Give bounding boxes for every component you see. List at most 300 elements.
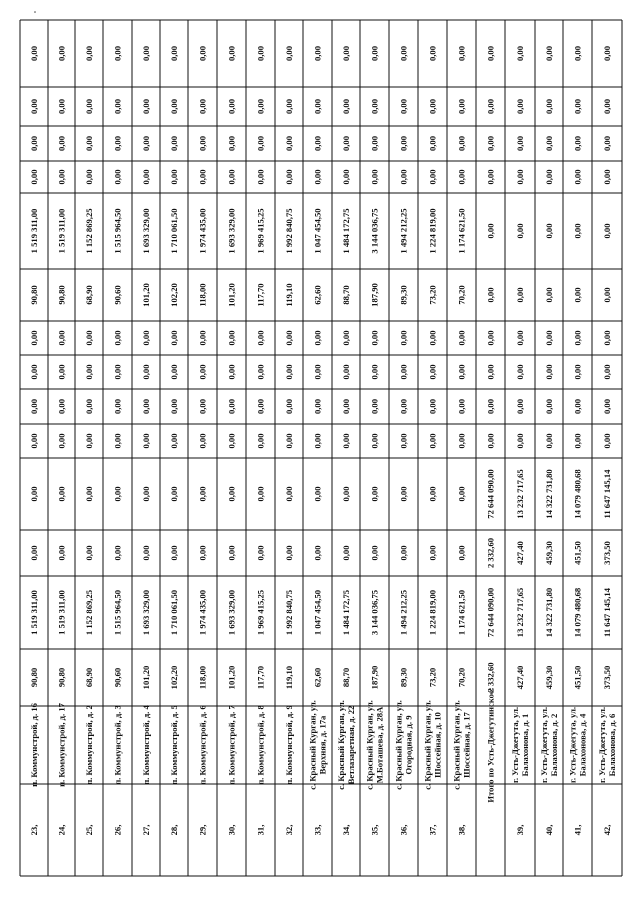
table-cell-value: 0,00 (572, 398, 583, 415)
table-cell-value: 0,00 (398, 486, 409, 502)
table-cell-value: 0,00 (456, 330, 467, 346)
table-cell-value: 0,00 (29, 169, 39, 185)
row-number: 38, (456, 824, 467, 836)
table-cell-value: 0,00 (29, 364, 39, 380)
table-cell-value: 0,00 (84, 433, 94, 449)
table-cell-value: 0,00 (169, 45, 179, 62)
table-cell-value: 101,20 (141, 283, 151, 307)
table-cell-value: 0,00 (29, 98, 39, 115)
table-cell-value: 13 232 717,65 (515, 587, 525, 638)
table-cell-value: 0,00 (255, 545, 266, 561)
table-cell-value: 0,00 (312, 433, 323, 449)
table-cell-value: 1 969 415,25 (255, 589, 266, 636)
table-cell-value: 0,00 (141, 330, 151, 346)
table-cell-value: 0,00 (169, 486, 179, 502)
table-cell-value: 0,00 (312, 486, 323, 502)
table-cell-value: 0,00 (544, 223, 554, 239)
table-cell-value: 90,60 (112, 667, 123, 688)
table-cell-value: 0,00 (197, 169, 208, 185)
table-cell-value: 14 322 731,80 (544, 587, 554, 638)
table-cell-value: 0,00 (56, 364, 67, 380)
table-cell-value: 0,00 (312, 169, 323, 185)
table-cell-value: 427,40 (515, 665, 525, 690)
table-cell-value: 0,00 (284, 398, 294, 415)
table-cell-value: 0,00 (572, 135, 583, 152)
table-cell-value: 0,00 (602, 169, 612, 185)
row-address-line: Шоссейная, д. 10 (432, 712, 443, 778)
table-cell-value: 0,00 (284, 45, 294, 62)
table-cell-value: 0,00 (312, 98, 323, 115)
table-cell-value: 89,30 (398, 667, 409, 688)
table-cell-value: 0,00 (226, 486, 237, 502)
table-cell-value: 0,00 (544, 364, 554, 380)
table-cell-value: 0,00 (398, 433, 409, 449)
table-cell-value: 0,00 (226, 433, 237, 449)
table-cell-value: 0,00 (427, 45, 438, 62)
table-cell-value: 0,00 (544, 45, 554, 62)
row-address-line: Шоссейная, д. 17 (461, 712, 472, 778)
row-address: Итого по Усть-Джегутинское: (485, 687, 496, 803)
table-cell-value: 0,00 (515, 45, 525, 62)
table-cell-value: 0,00 (56, 398, 67, 415)
row-number: 30, (226, 824, 237, 836)
row-number: 32, (284, 824, 294, 836)
table-cell-value: 0,00 (602, 398, 612, 415)
table-cell-value: 0,00 (197, 364, 208, 380)
table-cell-value: 1 515 964,50 (112, 589, 123, 636)
row-address-line: Балахонова, д. 2 (548, 713, 559, 777)
table-cell-value: 14 079 480,68 (572, 587, 583, 638)
table-cell-value: 0,00 (284, 169, 294, 185)
row-address: п. Коммунстрой, д. 6 (197, 705, 208, 785)
row-number: 24, (56, 824, 67, 836)
table-cell-value: 0,00 (602, 330, 612, 346)
table-cell-value: 1 693 329,00 (141, 589, 151, 636)
table-cell-value: 70,20 (456, 285, 467, 305)
table-cell-value: 1 519 311,00 (29, 208, 39, 254)
table-cell-value: 0,00 (485, 364, 496, 380)
table-cell-value: 0,00 (29, 330, 39, 346)
table-cell-value: 0,00 (312, 135, 323, 152)
table-cell-value: 0,00 (572, 330, 583, 346)
table-cell-value: 0,00 (369, 330, 380, 346)
row-address-line: г. Усть-Джегута, ул. (596, 706, 607, 784)
table-cell-value: 14 079 480,68 (572, 469, 583, 519)
row-number: 42, (602, 824, 612, 836)
row-number: 27, (141, 824, 151, 836)
table-cell-value: 72 644 090,00 (485, 469, 496, 519)
table-cell-value: 0,00 (398, 169, 409, 185)
table-cell-value: 0,00 (427, 486, 438, 502)
table-cell-value: 0,00 (197, 330, 208, 346)
table-cell-value: 0,00 (398, 98, 409, 115)
table-cell-value: 0,00 (544, 98, 554, 115)
table-cell-value: 0,00 (515, 364, 525, 380)
table-cell-value: 0,00 (485, 330, 496, 346)
table-cell-value: 0,00 (427, 545, 438, 561)
table-cell-value: 0,00 (84, 45, 94, 62)
row-number: 41, (572, 824, 583, 836)
table-cell-value: 373,50 (602, 665, 612, 690)
table-cell-value: 102,20 (169, 665, 179, 690)
table-cell-value: 0,00 (284, 364, 294, 380)
table-cell-value: 0,00 (485, 169, 496, 185)
table-cell-value: 1 974 435,00 (197, 589, 208, 636)
table-cell-value: 101,20 (226, 283, 237, 307)
row-address-line: с. Красный Курган, ул. (451, 700, 462, 790)
table-cell-value: 1 174 621,50 (456, 208, 467, 254)
table-cell-value: 0,00 (602, 364, 612, 380)
table-cell-value: 0,00 (226, 45, 237, 62)
table-cell-value: 451,50 (572, 541, 583, 565)
table-cell-value: 0,00 (485, 45, 496, 62)
row-address: п. Коммунстрой, д. 5 (169, 705, 179, 785)
table-cell-value: 1 992 840,75 (284, 208, 294, 254)
table-content (29, 46, 617, 835)
table-cell-value: 1 152 869,25 (84, 589, 94, 636)
table-cell-value: 451,50 (572, 665, 583, 690)
table-cell-value: 0,00 (341, 330, 351, 346)
table-cell-value: 70,20 (456, 667, 467, 688)
table-cell-value: 0,00 (84, 169, 94, 185)
table-cell-value: 0,00 (602, 135, 612, 152)
row-address-line: с. Красный Курган, ул. (364, 700, 375, 790)
table-cell-value: 0,00 (141, 433, 151, 449)
table-cell-value: 0,00 (485, 135, 496, 152)
table-cell-value: 0,00 (398, 364, 409, 380)
table-cell-value: 0,00 (341, 545, 351, 561)
table-cell-value: 0,00 (141, 545, 151, 561)
table-cell-value: 0,00 (255, 98, 266, 115)
table-cell-value: 3 144 036,75 (369, 589, 380, 636)
table-cell-value: 0,00 (544, 330, 554, 346)
row-address-line: с. Красный Курган, ул. (307, 700, 318, 790)
table-cell-value: 0,00 (485, 98, 496, 115)
table-cell-value: 0,00 (226, 330, 237, 346)
table-cell-value: 1 494 212,25 (398, 589, 409, 636)
table-cell-value: 0,00 (197, 398, 208, 415)
table-cell-value: 0,00 (312, 45, 323, 62)
table-cell-value: 0,00 (369, 545, 380, 561)
row-number: 36, (398, 824, 409, 836)
table-cell-value: 1 515 964,50 (112, 208, 123, 254)
table-cell-value: 102,20 (169, 283, 179, 307)
table-cell-value: 0,00 (112, 45, 123, 62)
table-cell-value: 1 484 172,75 (341, 208, 351, 254)
table-cell-value: 0,00 (369, 433, 380, 449)
table-cell-value: 0,00 (515, 98, 525, 115)
table-cell-value: 0,00 (84, 486, 94, 502)
table-cell-value: 0,00 (572, 223, 583, 239)
table-cell-value: 0,00 (456, 45, 467, 62)
table-cell-value: 0,00 (169, 364, 179, 380)
table-cell-value: 0,00 (197, 98, 208, 115)
table-cell-value: 0,00 (602, 433, 612, 449)
table-cell-value: 0,00 (255, 330, 266, 346)
table-cell-value: 0,00 (84, 135, 94, 152)
table-cell-value: 0,00 (169, 545, 179, 561)
table-cell-value: 0,00 (112, 169, 123, 185)
table-cell-value: 0,00 (29, 45, 39, 62)
table-cell-value: 0,00 (56, 45, 67, 62)
table-cell-value: 1 224 819,00 (427, 208, 438, 254)
table-cell-value: 459,30 (544, 541, 554, 565)
table-cell-value: 0,00 (197, 545, 208, 561)
row-address-line: Верхняя, д. 17а (317, 715, 328, 775)
table-cell-value: 0,00 (341, 486, 351, 502)
table-cell-value: 119,10 (284, 283, 294, 307)
table-cell-value: 0,00 (485, 223, 496, 239)
table-cell-value: 0,00 (602, 223, 612, 239)
table-cell-value: 0,00 (312, 364, 323, 380)
table-cell-value: 1 693 329,00 (226, 208, 237, 254)
table-cell-value: 0,00 (226, 98, 237, 115)
row-address-line: Ветлазаретная, д. 22 (345, 705, 356, 785)
table-cell-value: 0,00 (226, 545, 237, 561)
table-cell-value: 1 047 454,50 (312, 589, 323, 636)
row-address: п. Коммунстрой, д. 7 (226, 705, 237, 785)
row-number: 28, (169, 824, 179, 836)
table-cell-value: 0,00 (226, 135, 237, 152)
table-cell-value: 0,00 (29, 398, 39, 415)
table-cell-value: 0,00 (141, 364, 151, 380)
table-cell-value: 0,00 (398, 398, 409, 415)
table-cell-value: 1 519 311,00 (56, 590, 67, 635)
table-cell-value: 0,00 (369, 45, 380, 62)
table-cell-value: 0,00 (29, 545, 39, 561)
row-number: 35, (369, 824, 380, 836)
table-cell-value: 0,00 (485, 398, 496, 415)
table-cell-value: 187,90 (369, 283, 380, 307)
table-cell-value: 0,00 (515, 169, 525, 185)
table-cell-value: 0,00 (312, 545, 323, 561)
table-cell-value: 1 693 329,00 (226, 589, 237, 636)
table-cell-value: 1 710 061,50 (169, 589, 179, 636)
table-cell-value: 0,00 (427, 364, 438, 380)
row-address: п. Коммунстрой, д. 3 (112, 705, 123, 785)
table-cell-value: 1 974 435,00 (197, 208, 208, 254)
table-cell-value: 0,00 (284, 330, 294, 346)
table-cell-value: 0,00 (56, 135, 67, 152)
table-cell-value: 0,00 (255, 486, 266, 502)
table-cell-value: 1 710 061,50 (169, 208, 179, 254)
row-address-line: г. Усть-Джегута, ул. (509, 706, 520, 784)
table-cell-value: 0,00 (572, 287, 583, 303)
table-cell-value: 73,20 (427, 667, 438, 688)
table-cell-value: 0,00 (284, 135, 294, 152)
table-cell-value: 0,00 (602, 45, 612, 62)
table-cell-value: 0,00 (197, 45, 208, 62)
table-cell-value: 0,00 (341, 433, 351, 449)
table-cell-value: 0,00 (141, 45, 151, 62)
table-cell-value: 89,30 (398, 285, 409, 305)
row-address-line: с. Красный Курган, ул. (393, 700, 404, 790)
table-cell-value: 0,00 (197, 135, 208, 152)
table-cell-value: 0,00 (56, 545, 67, 561)
table-cell-value: 68,90 (84, 285, 94, 305)
row-address-line: с. Красный Курган, ул. (336, 700, 347, 790)
table-cell-value: 0,00 (169, 169, 179, 185)
row-address-line: Балахонова, д. 4 (577, 713, 588, 777)
table-cell-value: 0,00 (398, 545, 409, 561)
table-cell-value: 118,00 (197, 665, 208, 690)
table-cell-value: 0,00 (369, 398, 380, 415)
table-cell-value: 0,00 (341, 169, 351, 185)
table-cell-value: 0,00 (84, 545, 94, 561)
table-cell-value: 0,00 (456, 433, 467, 449)
table-cell-value: 187,90 (369, 665, 380, 690)
table-cell-value: 0,00 (169, 135, 179, 152)
table-cell-value: 0,00 (56, 330, 67, 346)
table-cell-value: 1 484 172,75 (341, 589, 351, 636)
table-cell-value: 0,00 (341, 98, 351, 115)
table-cell-value: 0,00 (515, 330, 525, 346)
row-number: 34, (341, 824, 351, 836)
row-address: п. Коммунстрой, д. 2 (84, 705, 94, 785)
table-cell-value: 0,00 (29, 433, 39, 449)
table-cell-value: 0,00 (84, 398, 94, 415)
table-cell-value: 72 644 090,00 (485, 587, 496, 638)
table-cell-value: 1 494 212,25 (398, 208, 409, 254)
table-cell-value: 0,00 (255, 364, 266, 380)
table-cell-value: 68,90 (84, 667, 94, 688)
table-cell-value: 0,00 (169, 330, 179, 346)
table-cell-value: 0,00 (255, 398, 266, 415)
table-cell-value: 0,00 (112, 135, 123, 152)
table-cell-value: 0,00 (456, 364, 467, 380)
table-cell-value: 0,00 (226, 398, 237, 415)
table-cell-value: 117,70 (255, 283, 266, 307)
table-cell-value: 0,00 (112, 98, 123, 115)
row-address-line: Балахонова, д. 1 (520, 713, 531, 777)
row-address-line: с. Красный Курган, ул. (422, 700, 433, 790)
table-cell-value: 0,00 (56, 433, 67, 449)
table-cell-value: 0,00 (427, 135, 438, 152)
table-cell-value: 1 992 840,75 (284, 589, 294, 636)
table-cell-value: 0,00 (456, 135, 467, 152)
table-cell-value: 0,00 (112, 330, 123, 346)
row-number: 33, (312, 824, 323, 836)
table-cell-value: 11 647 145,14 (602, 588, 612, 637)
table-cell-value: 0,00 (572, 169, 583, 185)
table-cell-value: 2 332,60 (485, 662, 496, 693)
table-cell-value: 0,00 (141, 486, 151, 502)
table-cell-value: 90,80 (56, 285, 67, 305)
row-number: 23, (29, 824, 39, 836)
table-cell-value: 1 047 454,50 (312, 208, 323, 254)
table-cell-value: 0,00 (544, 135, 554, 152)
table-cell-value: 0,00 (284, 98, 294, 115)
table-cell-value: 0,00 (284, 486, 294, 502)
table-cell-value: 459,30 (544, 665, 554, 690)
table-cell-value: 90,80 (29, 667, 39, 688)
table-cell-value: 0,00 (29, 486, 39, 502)
row-number: 31, (255, 824, 266, 836)
table-cell-value: 73,20 (427, 285, 438, 305)
table-cell-value: 117,70 (255, 665, 266, 690)
table-cell-value: 0,00 (341, 135, 351, 152)
table-cell-value: 2 332,60 (485, 537, 496, 569)
table-cell-value: 1 519 311,00 (56, 208, 67, 254)
table-cell-value: 0,00 (255, 433, 266, 449)
row-address: п. Коммунстрой, д. 8 (255, 705, 266, 785)
table-cell-value: 11 647 145,14 (602, 469, 612, 519)
table-cell-value: 0,00 (515, 433, 525, 449)
table-cell-value: 0,00 (169, 398, 179, 415)
table-cell-value: 0,00 (456, 98, 467, 115)
table-cell-value: 0,00 (84, 364, 94, 380)
row-number: 37, (427, 824, 438, 836)
table-cell-value: 0,00 (515, 223, 525, 239)
table-cell-value: 0,00 (572, 364, 583, 380)
table-cell-value: 0,00 (169, 433, 179, 449)
table-cell-value: 0,00 (427, 98, 438, 115)
row-number: 40, (544, 824, 554, 836)
table-cell-value: 88,70 (341, 285, 351, 305)
table-cell-value: 0,00 (341, 45, 351, 62)
table-cell-value: 0,00 (255, 135, 266, 152)
table-cell-value: 0,00 (284, 545, 294, 561)
table-cell-value: 0,00 (456, 169, 467, 185)
table-cell-value: 0,00 (141, 135, 151, 152)
table-cell-value: 0,00 (112, 486, 123, 502)
row-number: 25, (84, 824, 94, 836)
table-cell-value: 101,20 (141, 665, 151, 690)
table-cell-value: 0,00 (544, 169, 554, 185)
table-cell-value: 0,00 (255, 169, 266, 185)
table-cell-value: 1 224 819,00 (427, 589, 438, 636)
row-address: п. Коммунстрой, д. 4 (141, 705, 151, 785)
table-cell-value: 0,00 (427, 398, 438, 415)
table-cell-value: 1 152 869,25 (84, 208, 94, 254)
table-cell-value: 0,00 (226, 364, 237, 380)
table-cell-value: 0,00 (515, 287, 525, 303)
table-cell-value: 0,00 (112, 364, 123, 380)
table-cell-value: 0,00 (602, 287, 612, 303)
table-cell-value: 0,00 (255, 45, 266, 62)
table-cell-value: 0,00 (515, 135, 525, 152)
row-address-line: г. Усть-Джегута, ул. (539, 706, 550, 784)
table-cell-value: 0,00 (398, 330, 409, 346)
table-cell-value: 0,00 (572, 433, 583, 449)
table-cell-value: 0,00 (427, 169, 438, 185)
scan-speck (34, 11, 36, 13)
table-cell-value: 0,00 (284, 433, 294, 449)
table-cell-value: 13 232 717,65 (515, 469, 525, 519)
row-address: п. Коммунстрой, д. 17 (56, 703, 67, 787)
table-cell-value: 0,00 (456, 545, 467, 561)
table-cell-value: 0,00 (398, 135, 409, 152)
table-cell-value: 0,00 (226, 169, 237, 185)
table-cell-value: 0,00 (427, 330, 438, 346)
table-cell-value: 118,00 (197, 283, 208, 307)
row-number: 39, (515, 824, 525, 836)
table-cell-value: 90,80 (56, 667, 67, 688)
table-cell-value: 0,00 (544, 398, 554, 415)
table-cell-value: 0,00 (456, 486, 467, 502)
table-cell-value: 0,00 (515, 398, 525, 415)
table-cell-value: 1 693 329,00 (141, 208, 151, 254)
table-cell-value: 373,50 (602, 541, 612, 565)
table-cell-value: 0,00 (169, 98, 179, 115)
row-number: 29, (197, 824, 208, 836)
table-cell-value: 88,70 (341, 667, 351, 688)
table-cell-value: 0,00 (485, 287, 496, 303)
table-cell-value: 0,00 (141, 98, 151, 115)
table-cell-value: 0,00 (398, 45, 409, 62)
table-cell-value: 0,00 (544, 287, 554, 303)
table-cell-value: 0,00 (84, 98, 94, 115)
